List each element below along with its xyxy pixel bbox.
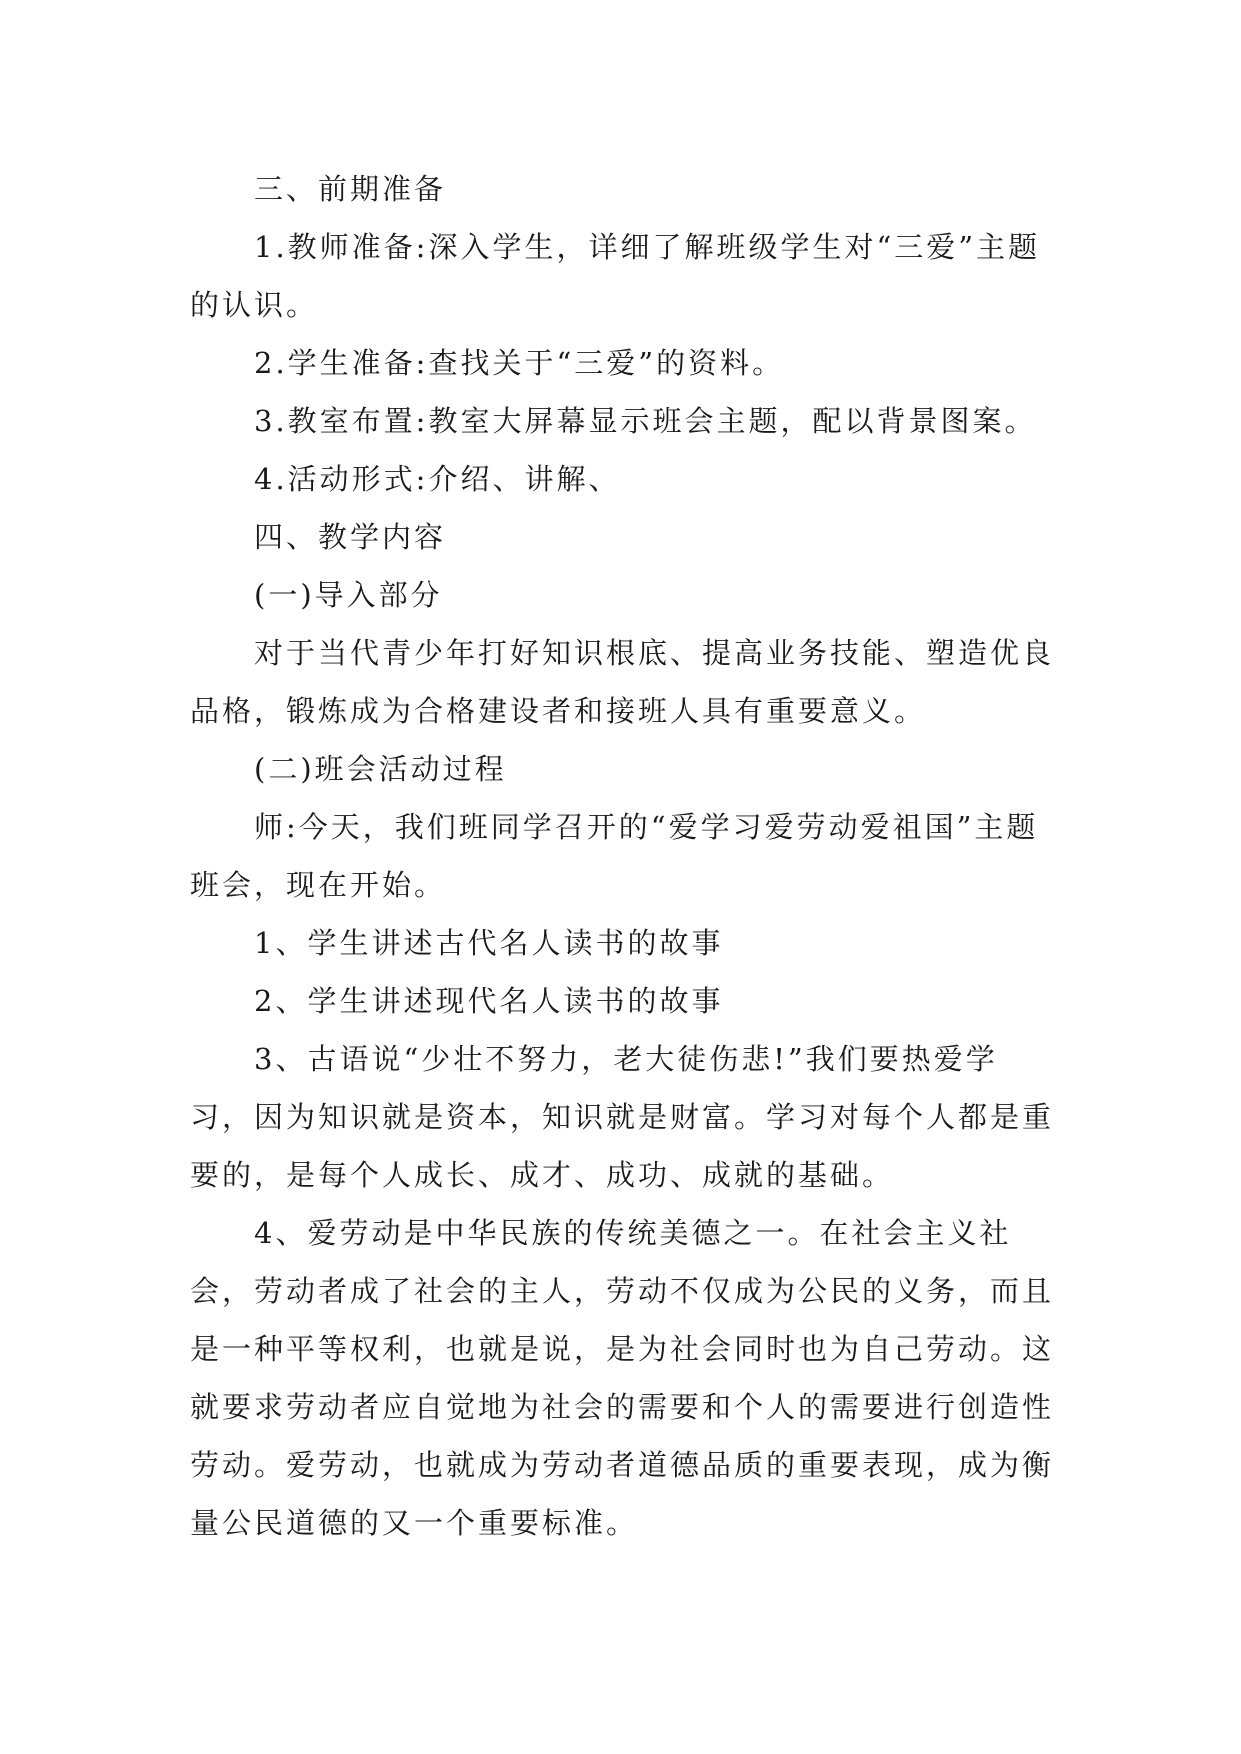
paragraph-introduction: 对于当代青少年打好知识根底、提高业务技能、塑造优良品格，锻炼成为合格建设者和接班人具有重要意义。: [190, 636, 1055, 728]
paragraph-student-preparation: 2.学生准备:查找关于“三爱”的资料。: [254, 346, 785, 380]
document-body: [190, 160, 1060, 1552]
paragraph-love-labor: 4、爱劳动是中华民族的传统美德之一。在社会主义社会，劳动者成了社会的主人，劳动不仅成为公民的义务，而且是一种平等权利，也就是说，是为社会同时也为自己劳动。这就要求劳动者应自觉地为社会的需要和个人的需要进行创造性劳动。爱劳动，也就成为劳动者道德品质的重要表现，成为衡量公民道德的又一个重要标准。: [190, 1216, 1055, 1540]
section-heading-teaching-content: 四、教学内容: [254, 520, 447, 554]
subheading-introduction: (一)导入部分: [254, 578, 443, 612]
subheading-class-process: (二)班会活动过程: [254, 752, 507, 786]
paragraph-teacher-preparation: 1.教师准备:深入学生，详细了解班级学生对“三爱”主题的认识。: [190, 230, 1041, 322]
paragraph-classroom-setup: 3.教室布置:教室大屏幕显示班会主题，配以背景图案。: [254, 404, 1037, 438]
paragraph-teacher-opening: 师:今天，我们班同学召开的“爱学习爱劳动爱祖国”主题班会，现在开始。: [190, 810, 1039, 902]
list-item-modern-stories: 2、学生讲述现代名人读书的故事: [254, 984, 724, 1018]
paragraph-love-learning: 3、古语说“少壮不努力，老大徒伤悲!”我们要热爱学习，因为知识就是资本，知识就是财富。学习对每个人都是重要的，是每个人成长、成才、成功、成就的基础。: [190, 1042, 1055, 1192]
paragraph-activity-format: 4.活动形式:介绍、讲解、: [254, 462, 621, 496]
list-item-ancient-stories: 1、学生讲述古代名人读书的故事: [254, 926, 724, 960]
section-heading-preparation: 三、前期准备: [254, 172, 447, 206]
